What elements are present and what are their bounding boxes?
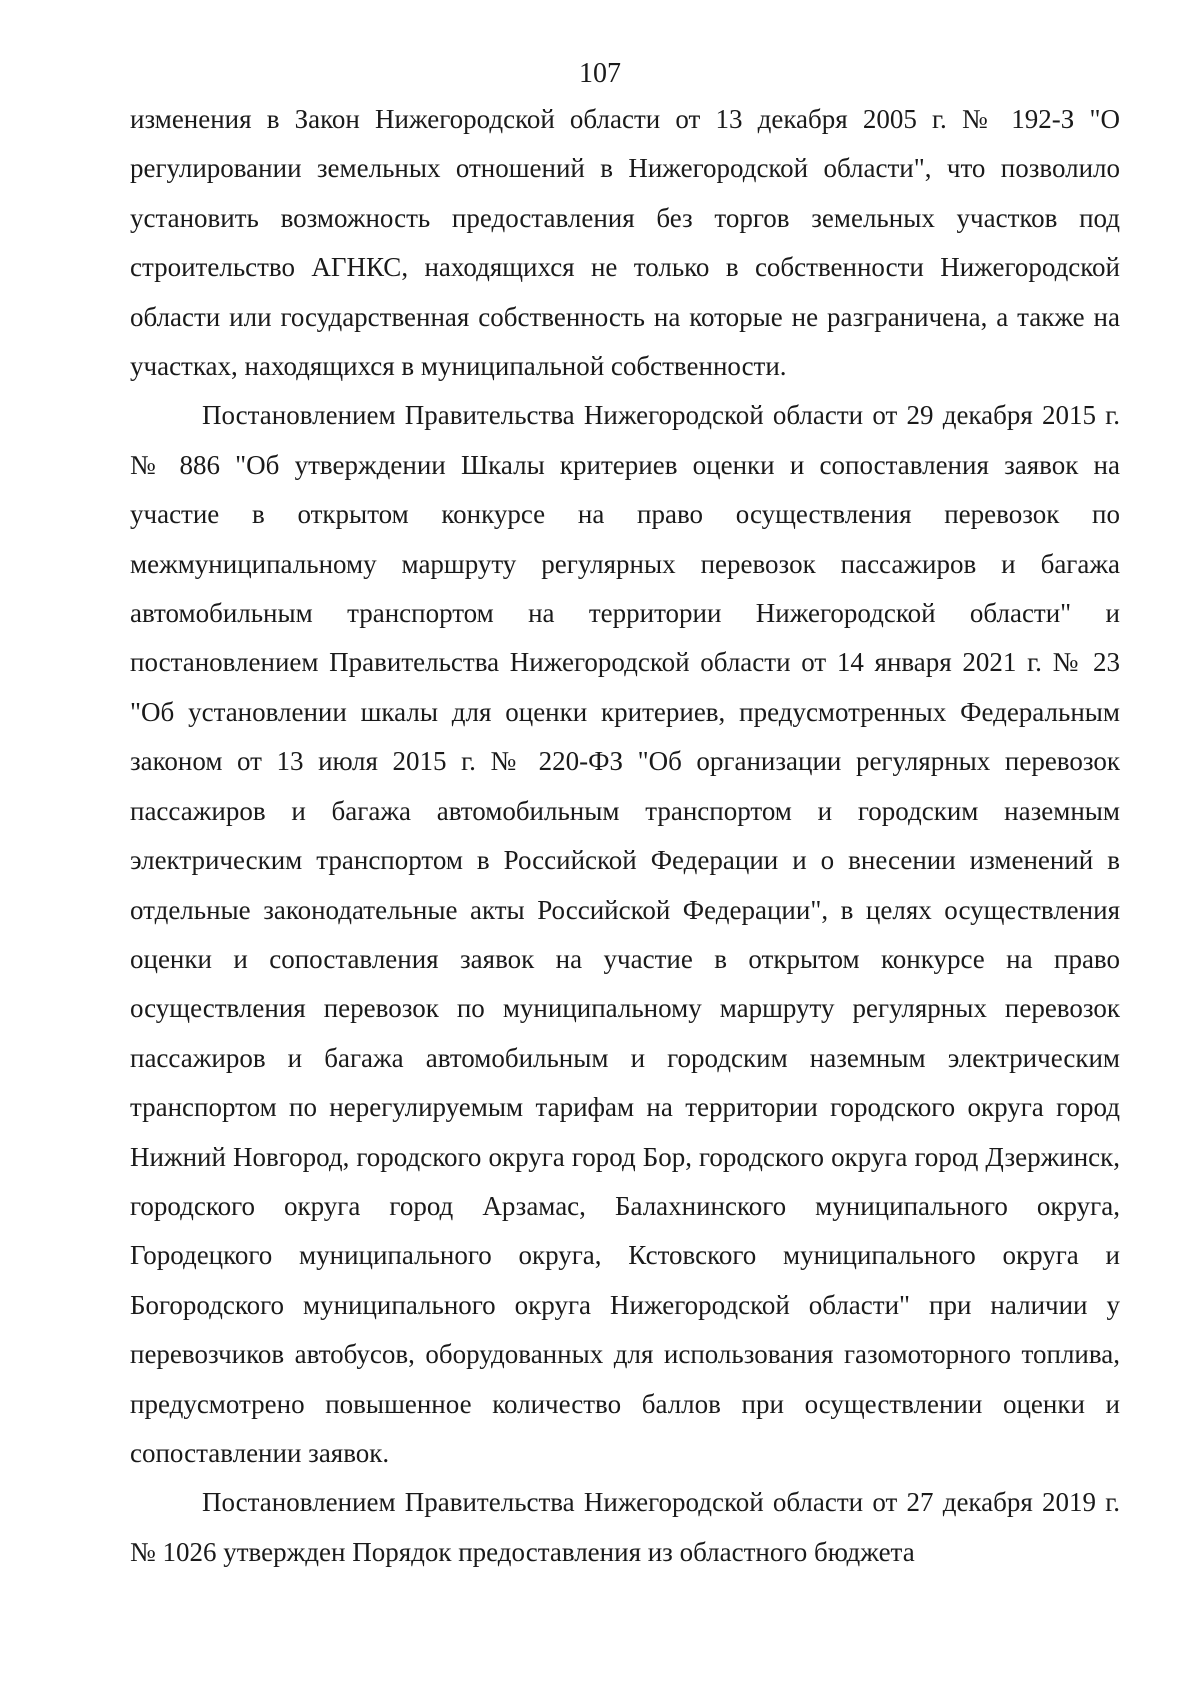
paragraph-evaluation-scale-resolutions: Постановлением Правительства Нижегородской области от 29 декабря 2015 г. № 886 "Об утверждении Шкалы критериев оценки и сопоставления заявок на участие в открытом конкурсе на право осуществления перевозок по межмуниципальному маршруту регулярных перевозок пассажиров и багажа автомобильным транспортом на территории Нижегородской области" и постановлением Правительства Нижегородской области от 14 января 2021 г. № 23 "Об установлении шкалы для оценки критериев, предусмотренных Федеральным законом от 13 июля 2015 г. № 220-ФЗ "Об организации регулярных перевозок пассажиров и багажа автомобильным транспортом и городским наземным электрическим транспортом в Российской Федерации и о внесении изменений в отдельные законодательные акты Российской Федерации", в целях осуществления оценки и сопоставления заявок на участие в открытом конкурсе на право осуществления перевозок по муниципальному маршруту регулярных перевозок пассажиров и багажа автомобильным и городским наземным электрическим транспортом по нерегулируемым тарифам на территории городского округа город Нижний Новгород, городского округа город Бор, городского округа город Дзержинск, городского округа город Арзамас, Балахнинского муниципального округа, Городецкого муниципального округа, Кстовского муниципального округа и Богородского муниципального округа Нижегородской области" при наличии у перевозчиков автобусов, оборудованных для использования газомоторного топлива, предусмотрено повышенное количество баллов при осуществлении оценки и сопоставлении заявок. bbox=[130, 400, 1120, 1468]
paragraph-land-law-amendment: изменения в Закон Нижегородской области от 13 декабря 2005 г. № 192-З "О регулировании земельных отношений в Нижегородской области", что позволило установить возможность предоставления без торгов земельных участков под строительство АГНКС, находящихся не только в собственности Нижегородской области или государственная собственность на которые не разграничена, а также на участках, находящихся в муниципальной собственности. bbox=[130, 104, 1120, 382]
document-body bbox=[130, 95, 1120, 1577]
page-number: 107 bbox=[579, 58, 621, 89]
paragraph-subsidy-procedure: Постановлением Правительства Нижегородской области от 27 декабря 2019 г. № 1026 утвержден Порядок предоставления из областного бюджета bbox=[130, 1487, 1120, 1567]
